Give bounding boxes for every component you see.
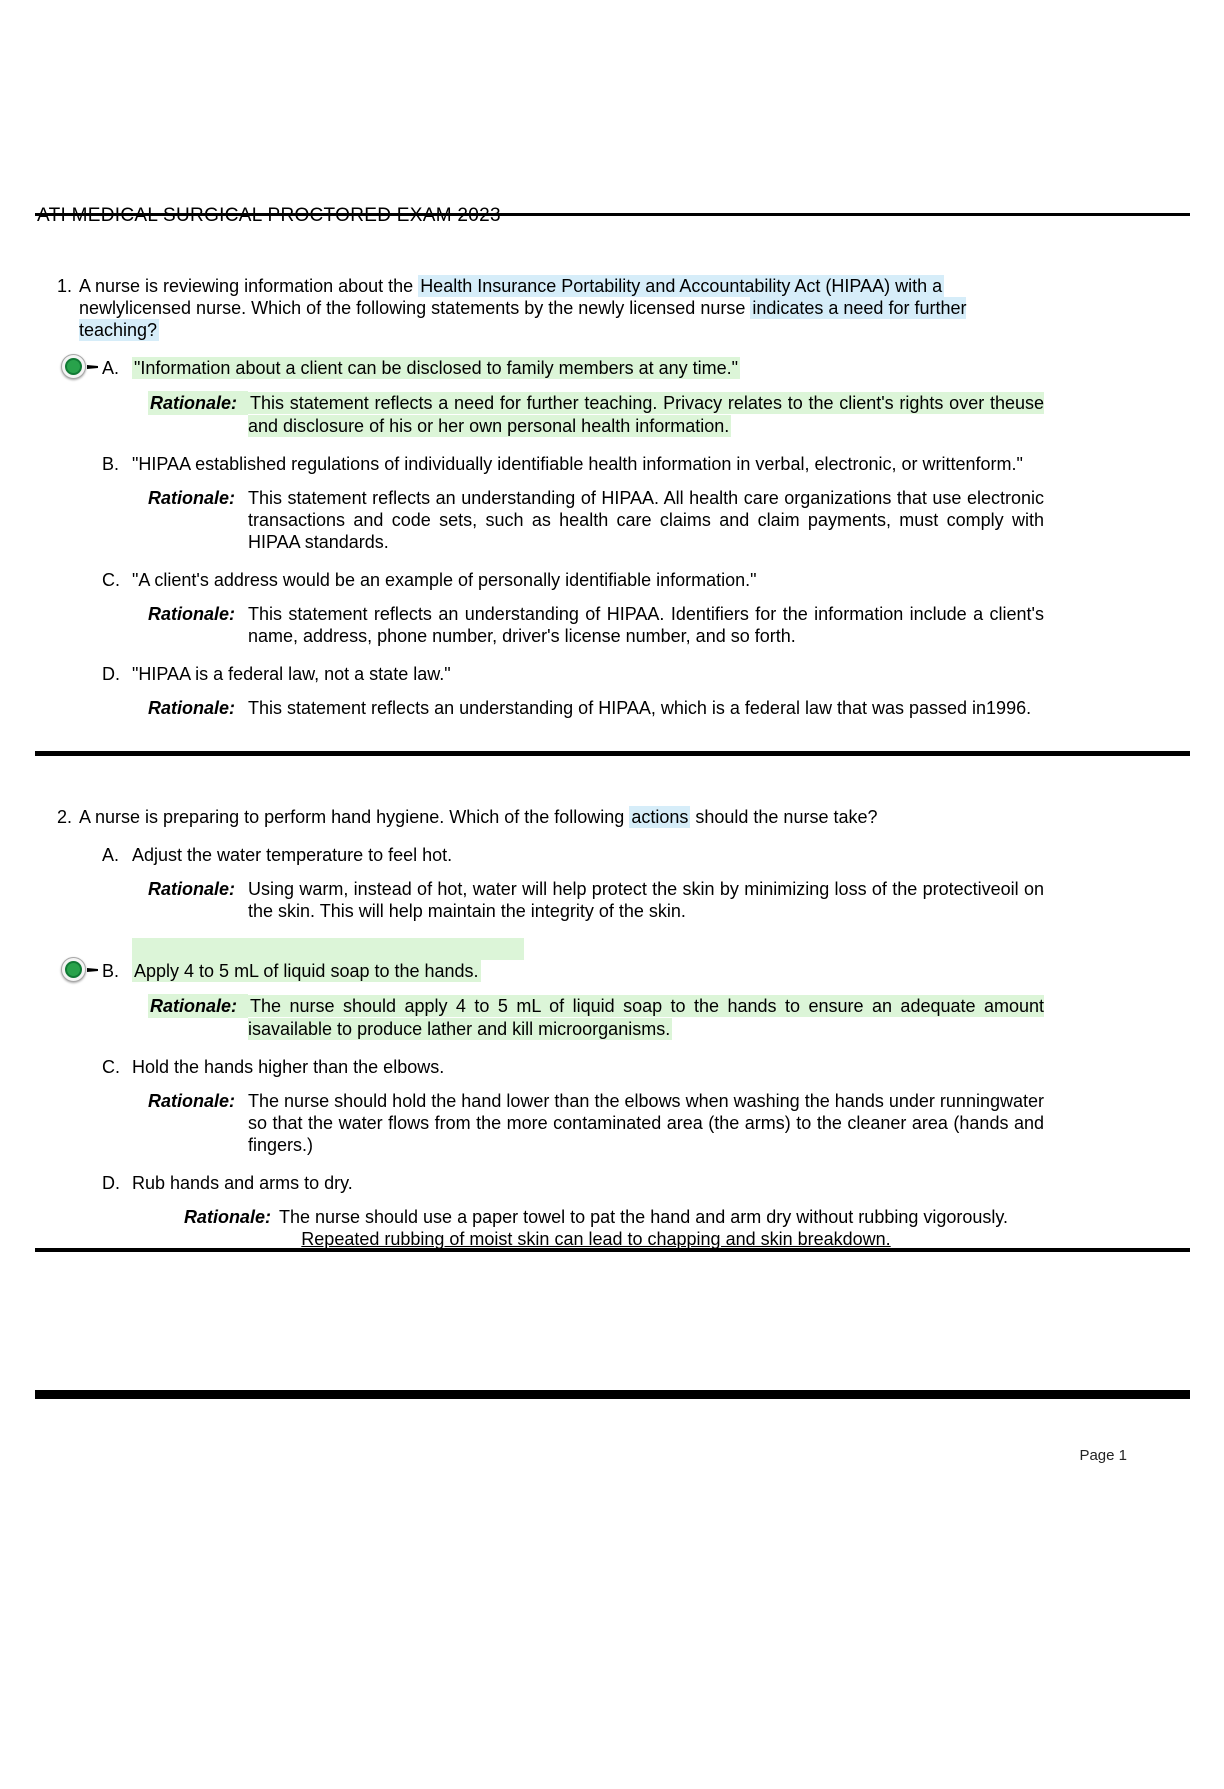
question-text-segment: A nurse is preparing to perform hand hygiene. Which of the following: [79, 807, 630, 827]
marker-ring: [61, 957, 86, 982]
section-divider: [35, 751, 1190, 756]
rationale-text: This statement reflects an understanding of HIPAA. Identifiers for the information include a client's name, address, phone number, driver's license number, and so forth.: [248, 604, 1044, 646]
option-letter: A.: [102, 845, 120, 865]
option-letter: C.: [102, 570, 120, 590]
option-letter: D.: [102, 664, 120, 684]
question-text-highlight: Health Insurance Portability and Accountability Act (HIPAA) with a: [420, 276, 943, 296]
page-number: Page 1: [1079, 1447, 1127, 1464]
option-text: Apply 4 to 5 mL of liquid soap to the hands.: [134, 961, 479, 981]
option-text: Rub hands and arms to dry.: [132, 1173, 353, 1193]
option-letter: D.: [102, 1173, 120, 1193]
rationale: [148, 697, 1044, 719]
rationale-text: This statement reflects a need for further teaching. Privacy relates to the client's rights over theuse and disclosure of his or her own personal health information.: [248, 393, 1044, 436]
rationale-label: Rationale:: [148, 1091, 236, 1111]
marker-dot: [65, 961, 82, 978]
rationale-text: Using warm, instead of hot, water will help protect the skin by minimizing loss of the protectiveoil on the skin. This will help maintain the integrity of the skin.: [248, 879, 1044, 921]
marker-ring: [61, 354, 86, 379]
rationale-label: Rationale:: [148, 879, 236, 899]
option-text: Hold the hands higher than the elbows.: [132, 1057, 445, 1077]
rationale: [148, 994, 1044, 1040]
rationale-label: Rationale:: [148, 391, 248, 415]
option-text: "HIPAA established regulations of individually identifiable health information in verbal, electronic, or writtenform.": [132, 454, 1023, 474]
option-letter: C.: [102, 1057, 120, 1077]
option-text: "HIPAA is a federal law, not a state law.": [132, 664, 451, 684]
option-letter: A.: [102, 358, 120, 378]
bottom-bar: [35, 1390, 1190, 1399]
questions-container: [37, 275, 1190, 1252]
document-title: ATI MEDICAL SURGICAL PROCTORED EXAM 2023: [37, 205, 501, 226]
rationale-text: The nurse should hold the hand lower than the elbows when washing the hands under runningwater so that the water flows from the more contaminated area (the arms) to the cleaner area (hands and fingers.): [248, 1091, 1044, 1155]
question-text-segment: should the nurse take?: [690, 807, 878, 827]
rationale-label: Rationale:: [148, 604, 236, 624]
document-page: [0, 205, 1224, 1467]
document-header: [37, 205, 1190, 231]
answer-option: [102, 663, 1070, 685]
rationale-label: Rationale:: [183, 1207, 271, 1227]
question-text-segment: newlylicensed nurse. Which of the following statements by the newly licensed nurse: [79, 298, 751, 318]
option-text: Adjust the water temperature to feel hot.: [132, 845, 453, 865]
marker-pointer-icon: [87, 365, 98, 369]
rationale-label: Rationale:: [148, 698, 236, 718]
rationale: [148, 1090, 1044, 1156]
question-text-highlight: actions: [631, 807, 689, 827]
option-highlight-band: [132, 938, 524, 960]
option-text: "A client's address would be an example of personally identifiable information.": [132, 570, 757, 590]
answer-option: [102, 960, 1070, 982]
rationale: [148, 878, 1044, 922]
rationale: [148, 391, 1044, 437]
rationale: [148, 603, 1044, 647]
answer-option: [102, 453, 1070, 475]
rationale: [148, 1206, 1044, 1250]
rationale-label: Rationale:: [148, 994, 248, 1018]
rationale: [148, 487, 1044, 553]
rationale-text: The nurse should use a paper towel to pat the hand and arm dry without rubbing vigorously.: [278, 1207, 1009, 1227]
rationale-extra-line: Repeated rubbing of moist skin can lead to chapping and skin breakdown.: [301, 1229, 891, 1249]
answer-option: [102, 569, 1070, 591]
question: [37, 806, 1190, 1250]
rationale-text: This statement reflects an understanding of HIPAA, which is a federal law that was passed in1996.: [248, 698, 1032, 718]
selected-answer-marker-icon: [61, 957, 99, 984]
question-number: 1.: [57, 276, 73, 296]
rationale-label: Rationale:: [148, 488, 236, 508]
marker-pointer-icon: [87, 968, 98, 972]
question-text-highlight: indicates a need for further teaching?: [79, 298, 967, 340]
rationale-text: The nurse should apply 4 to 5 mL of liquid soap to the hands to ensure an adequate amount isavailable to produce lather and kill microorganisms.: [248, 996, 1044, 1039]
selected-answer-marker-icon: [61, 354, 99, 381]
answer-option: [102, 1056, 1070, 1078]
rationale-text: This statement reflects an understanding of HIPAA. All health care organizations that use electronic transactions and code sets, such as health care claims and claim payments, must comply with HIPAA standards.: [248, 488, 1044, 552]
question-text: [57, 806, 1050, 828]
question: [37, 275, 1190, 719]
question-number: 2.: [57, 807, 73, 827]
answer-option: [102, 357, 1070, 379]
marker-dot: [65, 358, 82, 375]
option-letter: B.: [102, 454, 120, 474]
option-letter: B.: [102, 961, 120, 981]
answer-option: [102, 1172, 1070, 1194]
question-text-segment: A nurse is reviewing information about the: [79, 276, 419, 296]
answer-option: [102, 844, 1070, 866]
option-text: "Information about a client can be disclosed to family members at any time.": [134, 358, 739, 378]
question-text: [57, 275, 1050, 341]
